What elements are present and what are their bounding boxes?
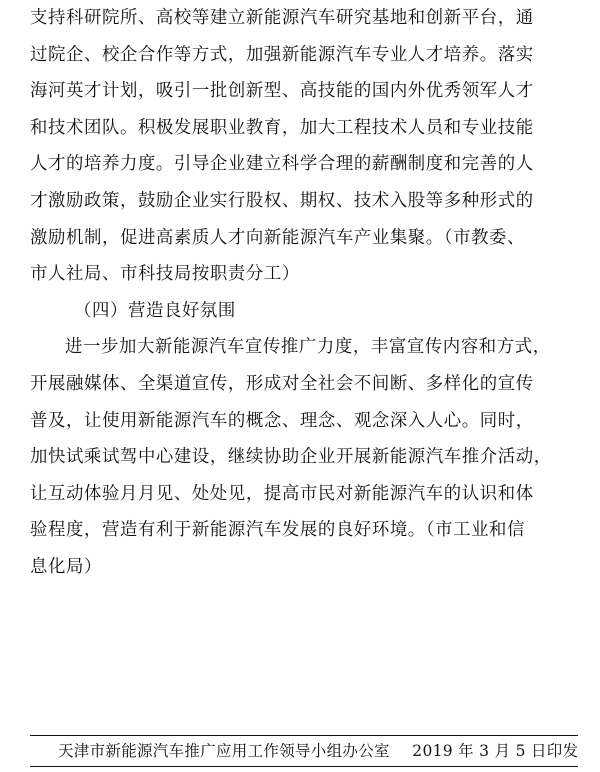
paragraph-line: 验程度，营造有利于新能源汽车发展的良好环境。（市工业和信 bbox=[30, 520, 526, 541]
paragraph-line: 人才的培养力度。引导企业建立科学合理的薪酬制度和完善的人 bbox=[30, 154, 534, 175]
paragraph-line: 息化局） bbox=[30, 556, 102, 577]
paragraph-line: 支持科研院所、高校等建立新能源汽车研究基地和创新平台，通 bbox=[30, 8, 534, 28]
paragraph-line: 和技术团队。积极发展职业教育，加大工程技术人员和专业技能 bbox=[30, 117, 534, 138]
footer-imprint bbox=[58, 738, 578, 764]
paragraph-line: 开展融媒体、全渠道宣传，形成对全社会不间断、多样化的宣传 bbox=[30, 373, 534, 394]
paragraph-line: 让互动体验月月见、处处见，提高市民对新能源汽车的认识和体 bbox=[30, 483, 534, 504]
footer-divider-top bbox=[30, 735, 578, 736]
footer-issuer: 天津市新能源汽车推广应用工作领导小组办公室 bbox=[58, 742, 390, 760]
footer-date: 2019 年 3 月 5 日印发 bbox=[412, 742, 579, 760]
paragraph-line: 普及，让使用新能源汽车的概念、理念、观念深入人心。同时， bbox=[30, 410, 534, 431]
paragraph-line: 激励机制，促进高素质人才向新能源汽车产业集聚。（市教委、 bbox=[30, 227, 526, 248]
document-body bbox=[30, 0, 578, 586]
paragraph-line: 海河英才计划，吸引一批创新型、高技能的国内外优秀领军人才 bbox=[30, 81, 534, 102]
section-heading: （四）营造良好氛围 bbox=[74, 300, 236, 321]
paragraph-line: 进一步加大新能源汽车宣传推广力度，丰富宣传内容和方式， bbox=[65, 337, 551, 358]
paragraph-line: 过院企、校企合作等方式，加强新能源汽车专业人才培养。落实 bbox=[30, 44, 534, 65]
footer-divider-bottom bbox=[30, 766, 578, 767]
paragraph-line: 才激励政策，鼓励企业实行股权、期权、技术入股等多种形式的 bbox=[30, 190, 534, 211]
paragraph-line: 加快试乘试驾中心建设，继续协助企业开展新能源汽车推介活动， bbox=[30, 447, 552, 468]
paragraph-line: 市人社局、市科技局按职责分工） bbox=[30, 264, 300, 285]
